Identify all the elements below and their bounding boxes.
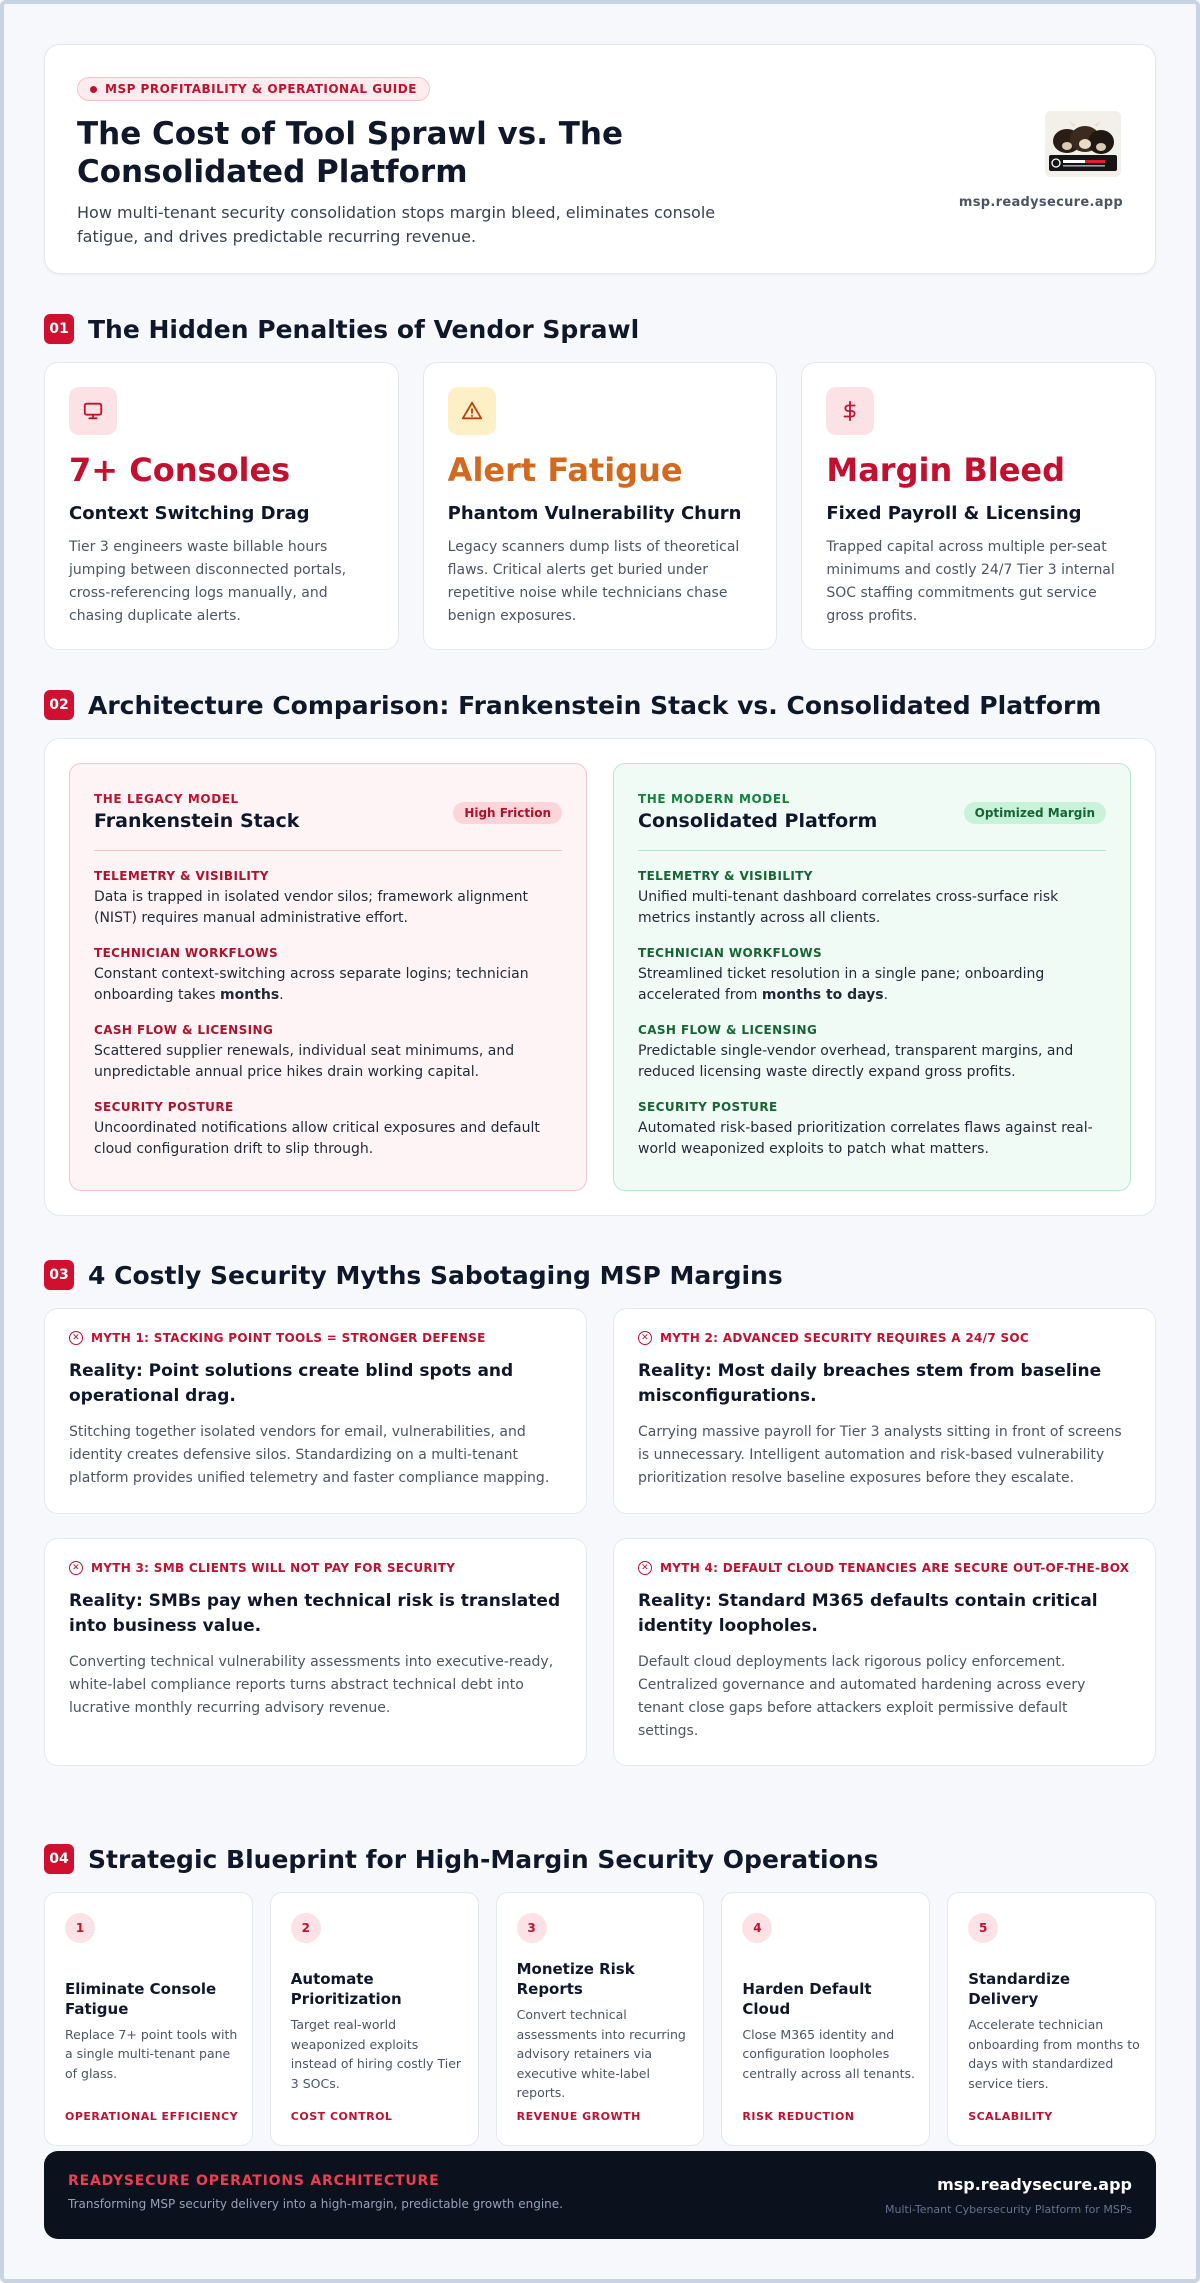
myth-tag [69, 1561, 562, 1575]
header-url[interactable]: msp.readysecure.app [958, 195, 1123, 210]
penalty-heading: Fixed Payroll & Licensing [826, 503, 1082, 524]
penalty-heading: Context Switching Drag [69, 503, 310, 524]
step-title: Standardize Delivery [968, 1970, 1071, 2008]
modern-block [638, 1100, 1106, 1160]
pill-dot-icon [90, 86, 97, 93]
modern-block [638, 869, 1106, 929]
legacy-block [94, 869, 562, 929]
section-number: 02 [44, 690, 74, 720]
penalty-headline: Alert Fatigue [447, 451, 683, 489]
section-title: The Hidden Penalties of Vendor Sprawl [88, 314, 640, 344]
myth-reality: Reality: Most daily breaches stem from baseline misconfigurations. [638, 1361, 1102, 1406]
block-text: Scattered supplier renewals, individual seat minimums, and unpredictable annual price hikes drain working capital. [94, 1043, 515, 1080]
warning-icon [448, 387, 496, 435]
section-header [44, 314, 1156, 344]
cattle-logo-icon [1045, 111, 1121, 177]
x-circle-icon: ✕ [638, 1561, 652, 1575]
block-text [94, 964, 562, 1006]
myth-card [44, 1538, 587, 1766]
dollar-icon [826, 387, 874, 435]
myth-label: MYTH 1: STACKING POINT TOOLS = STRONGER DEFENSE [91, 1331, 486, 1345]
modern-block [638, 1023, 1106, 1083]
myth-label: MYTH 3: SMB CLIENTS WILL NOT PAY FOR SECURITY [91, 1561, 456, 1575]
block-label: CASH FLOW & LICENSING [638, 1023, 818, 1037]
block-text-part: Streamlined ticket resolution in a single pane; onboarding accelerated from [638, 966, 1045, 1003]
block-label: TELEMETRY & VISIBILITY [94, 869, 269, 883]
step-tag: RISK REDUCTION [742, 2110, 855, 2123]
monitor-icon [69, 387, 117, 435]
myth-reality: Reality: SMBs pay when technical risk is translated into business value. [69, 1591, 561, 1636]
legacy-kicker: THE LEGACY MODEL [94, 792, 239, 806]
step-text: Close M365 identity and configuration loopholes centrally across all tenants. [742, 2026, 915, 2081]
step-number: 5 [968, 1913, 998, 1943]
step-tag: COST CONTROL [290, 2110, 393, 2123]
page-wrapper [44, 44, 1156, 2216]
step-title: Eliminate Console Fatigue [65, 1979, 217, 2018]
block-label: SECURITY POSTURE [94, 1100, 234, 1114]
myth-text: Carrying massive payroll for Tier 3 analysts sitting in front of screens is unnecessary. Intelligent automation and risk-based vulnerability prioritization resolve baseline exposures before they escalate. [638, 1424, 1122, 1486]
step-text: Convert technical assessments into recurring advisory retainers via executive white-label reports. [516, 2007, 686, 2101]
modern-kicker: THE MODERN MODEL [638, 792, 790, 806]
block-label: SECURITY POSTURE [638, 1100, 778, 1114]
x-circle-icon: ✕ [69, 1331, 83, 1345]
section-number: 03 [44, 1260, 74, 1290]
footer-subtitle: Transforming MSP security delivery into a high-margin, predictable growth engine. [68, 2197, 563, 2211]
step-number: 2 [291, 1913, 321, 1943]
legacy-block [94, 1100, 562, 1160]
step-tag: REVENUE GROWTH [516, 2110, 641, 2123]
myth-text: Default cloud deployments lack rigorous policy enforcement. Centralized governance and automated hardening across every tenant close gaps before attackers exploit permissive default settings. [638, 1654, 1086, 1739]
section-title: 4 Costly Security Myths Sabotaging MSP Margins [88, 1260, 783, 1290]
section-architecture-comparison [44, 690, 1156, 1216]
section-strategic-blueprint [44, 1844, 1156, 2146]
blueprint-step [496, 1892, 705, 2146]
divider [94, 850, 562, 851]
legacy-title: Frankenstein Stack [94, 810, 300, 832]
status-badge: Optimized Margin [964, 802, 1106, 824]
myth-tag [638, 1331, 1131, 1345]
myth-label: MYTH 2: ADVANCED SECURITY REQUIRES A 24/7 SOC [660, 1331, 1030, 1345]
block-text-part: . [279, 987, 284, 1003]
myth-tag [69, 1331, 562, 1345]
blueprint-step [44, 1892, 253, 2146]
block-text: Unified multi-tenant dashboard correlates cross-surface risk metrics instantly across all clients. [638, 889, 1059, 926]
block-text [638, 964, 1106, 1006]
block-label: TECHNICIAN WORKFLOWS [94, 946, 278, 960]
step-title: Harden Default Cloud [742, 1979, 872, 2018]
section-title: Strategic Blueprint for High-Margin Security Operations [88, 1844, 879, 1874]
myth-reality: Reality: Point solutions create blind spots and operational drag. [69, 1361, 514, 1406]
guide-pill [77, 77, 430, 101]
blueprint-step [721, 1892, 930, 2146]
modern-block [638, 946, 1106, 1006]
penalty-headline: 7+ Consoles [69, 451, 291, 489]
x-circle-icon: ✕ [69, 1561, 83, 1575]
section-title: Architecture Comparison: Frankenstein Stack vs. Consolidated Platform [88, 690, 1102, 720]
block-label: TELEMETRY & VISIBILITY [638, 869, 813, 883]
myth-text: Converting technical vulnerability assessments into executive-ready, white-label compliance reports turns abstract technical debt into lucrative monthly recurring advisory revenue. [69, 1654, 554, 1716]
penalty-heading: Phantom Vulnerability Churn [447, 503, 742, 524]
section-header [44, 1844, 1156, 1874]
penalty-text: Legacy scanners dump lists of theoretical flaws. Critical alerts get buried under repetitive noise while technicians chase benign exposures. [447, 539, 740, 624]
modern-title: Consolidated Platform [638, 810, 878, 832]
legacy-block [94, 1023, 562, 1083]
block-label: CASH FLOW & LICENSING [94, 1023, 274, 1037]
penalty-card-consoles [44, 362, 399, 650]
section-number: 01 [44, 314, 74, 344]
myth-card [613, 1538, 1156, 1766]
comparison-card [44, 738, 1156, 1216]
myth-text: Stitching together isolated vendors for email, vulnerabilities, and identity creates defensive silos. Standardizing on a multi-tenant platform provides unified telemetry and faster compliance mapping. [69, 1424, 550, 1486]
footer-url[interactable]: msp.readysecure.app [937, 2175, 1132, 2194]
step-tag: SCALABILITY [968, 2110, 1053, 2123]
penalty-text: Tier 3 engineers waste billable hours jumping between disconnected portals, cross-referencing logs manually, and chasing duplicate alerts. [69, 539, 347, 624]
block-text: Automated risk-based prioritization correlates flaws against real-world weaponized exploits to patch what matters. [638, 1120, 1093, 1157]
header-card [44, 44, 1156, 274]
step-number: 4 [742, 1913, 772, 1943]
section-header [44, 1260, 1156, 1290]
section-security-myths [44, 1260, 1156, 1766]
penalty-card-alert-fatigue [423, 362, 778, 650]
myth-card [613, 1308, 1156, 1514]
penalty-card-margin-bleed [801, 362, 1156, 650]
pill-label: MSP PROFITABILITY & OPERATIONAL GUIDE [105, 82, 417, 96]
step-number: 3 [517, 1913, 547, 1943]
section-header [44, 690, 1156, 720]
block-text-bold: months [220, 987, 280, 1003]
myth-tag [638, 1561, 1131, 1575]
modern-model-column [613, 763, 1131, 1191]
status-badge: High Friction [453, 802, 562, 824]
section-vendor-sprawl [44, 314, 1156, 650]
step-title: Monetize Risk Reports [516, 1960, 635, 1999]
myth-reality: Reality: Standard M365 defaults contain critical identity loopholes. [638, 1591, 1098, 1636]
penalty-headline: Margin Bleed [826, 451, 1066, 489]
block-text: Data is trapped in isolated vendor silos; framework alignment (NIST) requires manual administrative effort. [94, 889, 529, 926]
legacy-block [94, 946, 562, 1006]
footer-kicker: READYSECURE OPERATIONS ARCHITECTURE [68, 2173, 440, 2189]
x-circle-icon: ✕ [638, 1331, 652, 1345]
step-text: Target real-world weaponized exploits instead of hiring costly Tier 3 SOCs. [290, 2017, 462, 2091]
section-number: 04 [44, 1844, 74, 1874]
page-title: The Cost of Tool Sprawl vs. The Consolidated Platform [77, 116, 624, 190]
penalty-text: Trapped capital across multiple per-seat minimums and costly 24/7 Tier 3 internal SOC staffing commitments gut service gross profits. [826, 539, 1115, 624]
step-title: Automate Prioritization [290, 1970, 402, 2008]
myth-card [44, 1308, 587, 1514]
footer-banner [44, 2151, 1156, 2239]
step-text: Replace 7+ point tools with a single multi-tenant pane of glass. [65, 2026, 238, 2081]
step-text: Accelerate technician onboarding from months to days with standardized service tiers. [968, 2017, 1140, 2091]
blueprint-step [270, 1892, 479, 2146]
block-text: Predictable single-vendor overhead, transparent margins, and reduced licensing waste directly expand gross profits. [638, 1043, 1074, 1080]
block-text-bold: months to days [761, 987, 884, 1003]
step-tag: OPERATIONAL EFFICIENCY [65, 2110, 239, 2123]
block-text-part: . [883, 987, 889, 1003]
block-label: TECHNICIAN WORKFLOWS [638, 946, 822, 960]
divider [638, 850, 1106, 851]
page-subtitle: How multi-tenant security consolidation stops margin bleed, eliminates console fatigue, and drives predictable recurring revenue. [77, 203, 716, 246]
footer-description: Multi-Tenant Cybersecurity Platform for MSPs [885, 2203, 1132, 2216]
block-text: Uncoordinated notifications allow critical exposures and default cloud configuration drift to slip through. [94, 1120, 540, 1157]
block-text-part: Constant context-switching across separate logins; technician onboarding takes [94, 966, 529, 1003]
step-number: 1 [65, 1913, 95, 1943]
blueprint-step [947, 1892, 1156, 2146]
myth-label: MYTH 4: DEFAULT CLOUD TENANCIES ARE SECURE OUT-OF-THE-BOX [660, 1561, 1130, 1575]
legacy-model-column [69, 763, 587, 1191]
